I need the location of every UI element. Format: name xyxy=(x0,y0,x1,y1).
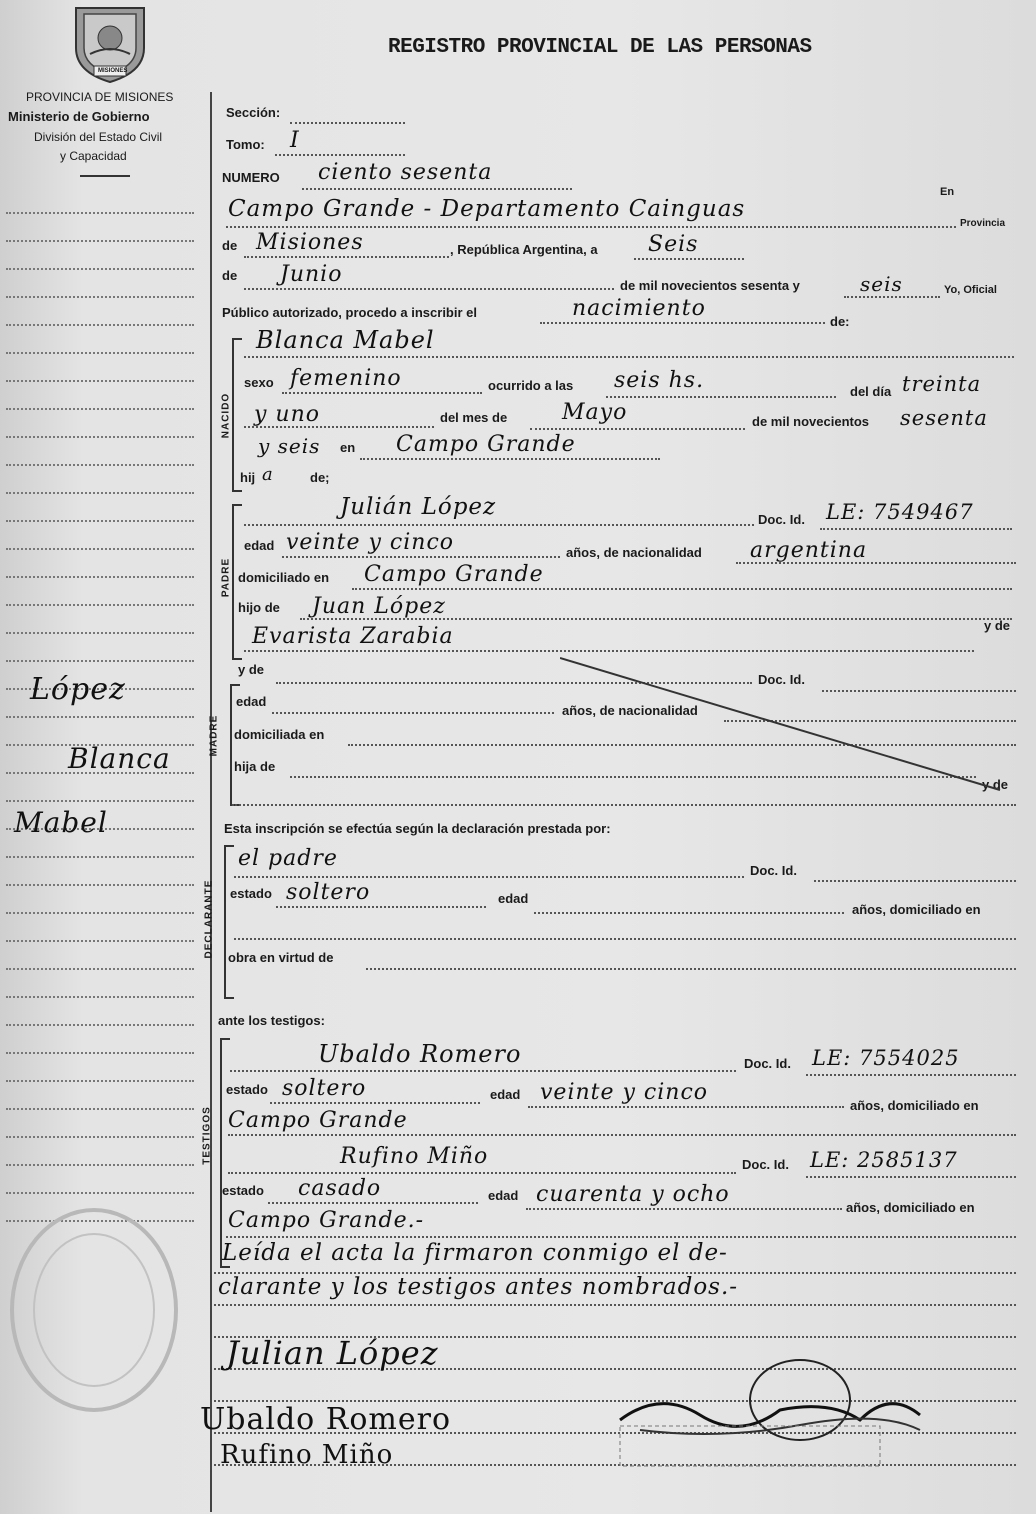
testigo2-dom-value: Campo Grande.- xyxy=(228,1208,425,1233)
republica-label: , República Argentina, a xyxy=(450,242,598,257)
padre-edad-value: veinte y cinco xyxy=(286,530,455,555)
province-seal xyxy=(68,4,152,84)
hij-suffix-value: a xyxy=(262,464,274,485)
madre-edad-label: edad xyxy=(236,694,267,709)
division-name: División del Estado Civil xyxy=(34,130,163,144)
testigo1-edad-label: edad xyxy=(490,1087,521,1102)
testigo2-doc-value: LE: 2585137 xyxy=(810,1148,958,1172)
declarante-estado-value: soltero xyxy=(286,880,371,905)
document-title: REGISTRO PROVINCIAL DE LAS PERSONAS xyxy=(388,36,812,59)
signature-witness-2: Rufino Miño xyxy=(220,1440,394,1470)
madre-nac-label: años, de nacionalidad xyxy=(562,703,698,718)
division-name-2: y Capacidad xyxy=(60,149,127,163)
hora-value: seis hs. xyxy=(614,368,705,393)
province-name: PROVINCIA DE MISIONES xyxy=(26,90,174,104)
del-dia-label: del día xyxy=(850,384,892,399)
declarante-dom-label: años, domiciliado en xyxy=(852,902,981,917)
lugar-nac-value: Campo Grande xyxy=(396,432,576,457)
nacido-bracket xyxy=(232,338,242,492)
hija-de-label: hija de xyxy=(234,759,276,774)
testigo2-edad-label: edad xyxy=(488,1188,519,1203)
margin-note-name1: Blanca xyxy=(68,742,171,775)
testigo2-estado-value: casado xyxy=(298,1176,382,1201)
signature-father: Julian López xyxy=(226,1334,439,1372)
numero-value: ciento sesenta xyxy=(318,160,493,185)
declarante-edad-label: edad xyxy=(498,891,529,906)
localidad-value: Campo Grande - Departamento Cainguas xyxy=(228,196,746,222)
testigo1-doc-value: LE: 7554025 xyxy=(812,1046,960,1070)
testigo1-value: Ubaldo Romero xyxy=(318,1040,522,1068)
de-label: de xyxy=(222,238,238,253)
y-de-label-2: y de xyxy=(982,777,1009,792)
padre-nac-label: años, de nacionalidad xyxy=(566,545,702,560)
en-label: En xyxy=(940,186,955,198)
cierre-line-1: Leída el acta la firmaron conmigo el de- xyxy=(222,1240,728,1266)
padre-dom-value: Campo Grande xyxy=(364,562,544,587)
nombre-value: Blanca Mabel xyxy=(256,326,435,354)
provincia-value: Misiones xyxy=(256,230,364,255)
declarante-side-label: DECLARANTE xyxy=(203,879,215,959)
margin-note-surname: López xyxy=(30,672,126,707)
testigo1-dom-value: Campo Grande xyxy=(228,1108,408,1133)
padre-doc-value: LE: 7549467 xyxy=(826,500,974,524)
de-semi-label: de; xyxy=(310,470,330,485)
margin-note-name2: Mabel xyxy=(14,806,108,839)
testigo2-edad-value: cuarenta y ocho xyxy=(536,1182,730,1207)
dia-nac2-value: y uno xyxy=(254,402,321,427)
tomo-label: Tomo: xyxy=(226,137,265,152)
ministry-name: Ministerio de Gobierno xyxy=(8,109,150,124)
testigo2-value: Rufino Miño xyxy=(340,1144,489,1169)
madre-side-label: MADRE xyxy=(208,714,220,757)
testigo2-dom-label: años, domiciliado en xyxy=(846,1200,975,1215)
padre-dom-label: domiciliado en xyxy=(238,570,330,585)
y-de-label-1: y de xyxy=(984,618,1011,633)
anio-value: seis xyxy=(860,272,903,296)
dia-escrito-value: Seis xyxy=(648,232,699,257)
madre-y-de-label: y de xyxy=(238,662,265,677)
main-divider xyxy=(210,92,212,1512)
seal-text: MISIONES xyxy=(98,68,128,74)
mes-nac-value: Mayo xyxy=(562,400,628,425)
nacido-side-label: NACIDO xyxy=(220,392,232,439)
acto-value: nacimiento xyxy=(572,296,706,321)
de-colon-label: de: xyxy=(830,314,850,329)
padre-edad-label: edad xyxy=(244,538,275,553)
anio-nac-value: sesenta xyxy=(900,406,988,430)
seccion-label: Sección: xyxy=(226,105,281,120)
signature-witness-1: Ubaldo Romero xyxy=(200,1402,452,1437)
abuelo-value: Juan López xyxy=(312,594,446,619)
madre-doc-label: Doc. Id. xyxy=(758,672,805,687)
declarante-value: el padre xyxy=(238,846,338,871)
obra-label: obra en virtud de xyxy=(228,950,334,965)
testigos-label: ante los testigos: xyxy=(218,1013,325,1028)
declarante-estado-label: estado xyxy=(230,886,272,901)
testigos-bracket xyxy=(220,1038,230,1268)
padre-side-label: PADRE xyxy=(220,557,232,598)
sexo-label: sexo xyxy=(244,375,274,390)
publico-label: Público autorizado, procedo a inscribir el xyxy=(222,305,477,320)
declaracion-label: Esta inscripción se efectúa según la declaración prestada por: xyxy=(224,821,611,836)
faded-round-stamp xyxy=(4,1200,184,1420)
del-mes-label: del mes de xyxy=(440,410,508,425)
padre-nac-value: argentina xyxy=(750,538,868,563)
yo-oficial-label: Yo, Oficial xyxy=(944,284,997,296)
mil-sesenta-label: de mil novecientos sesenta y xyxy=(620,278,800,293)
en-small-label: en xyxy=(340,440,356,455)
dia-nac-value: treinta xyxy=(902,372,982,396)
testigo1-estado-value: soltero xyxy=(282,1076,367,1101)
madre-dom-label: domiciliada en xyxy=(234,727,325,742)
sexo-value: femenino xyxy=(290,366,402,391)
tomo-value: I xyxy=(290,128,300,153)
de2-label: de xyxy=(222,268,238,283)
testigos-side-label: TESTIGOS xyxy=(201,1106,213,1165)
padre-nombre-value: Julián López xyxy=(340,494,497,520)
testigo1-dom-label: años, domiciliado en xyxy=(850,1098,979,1113)
padre-doc-label: Doc. Id. xyxy=(758,512,805,527)
declarante-bracket xyxy=(224,845,234,999)
provincia-label: Provincia xyxy=(960,218,1006,229)
testigo1-doc-label: Doc. Id. xyxy=(744,1056,791,1071)
testigo2-doc-label: Doc. Id. xyxy=(742,1157,789,1172)
hijo-de-label: hijo de xyxy=(238,600,280,615)
abuela-value: Evarista Zarabia xyxy=(252,624,454,649)
official-signature-stamp xyxy=(600,1330,940,1480)
ocurrido-label: ocurrido a las xyxy=(488,378,574,393)
cancel-strike-line xyxy=(560,650,1020,800)
anio-nac2-value: y seis xyxy=(258,434,321,458)
header-divider xyxy=(80,175,130,177)
mil-novecientos-label: de mil novecientos xyxy=(752,414,870,429)
testigo1-estado-label: estado xyxy=(226,1082,268,1097)
hij-label: hij xyxy=(240,470,256,485)
numero-label: NUMERO xyxy=(222,170,280,185)
cierre-line-2: clarante y los testigos antes nombrados.- xyxy=(218,1274,739,1300)
testigo1-edad-value: veinte y cinco xyxy=(540,1080,709,1105)
mes-value: Junio xyxy=(280,262,343,287)
testigo2-estado-label: estado xyxy=(222,1183,264,1198)
declarante-doc-label: Doc. Id. xyxy=(750,863,797,878)
